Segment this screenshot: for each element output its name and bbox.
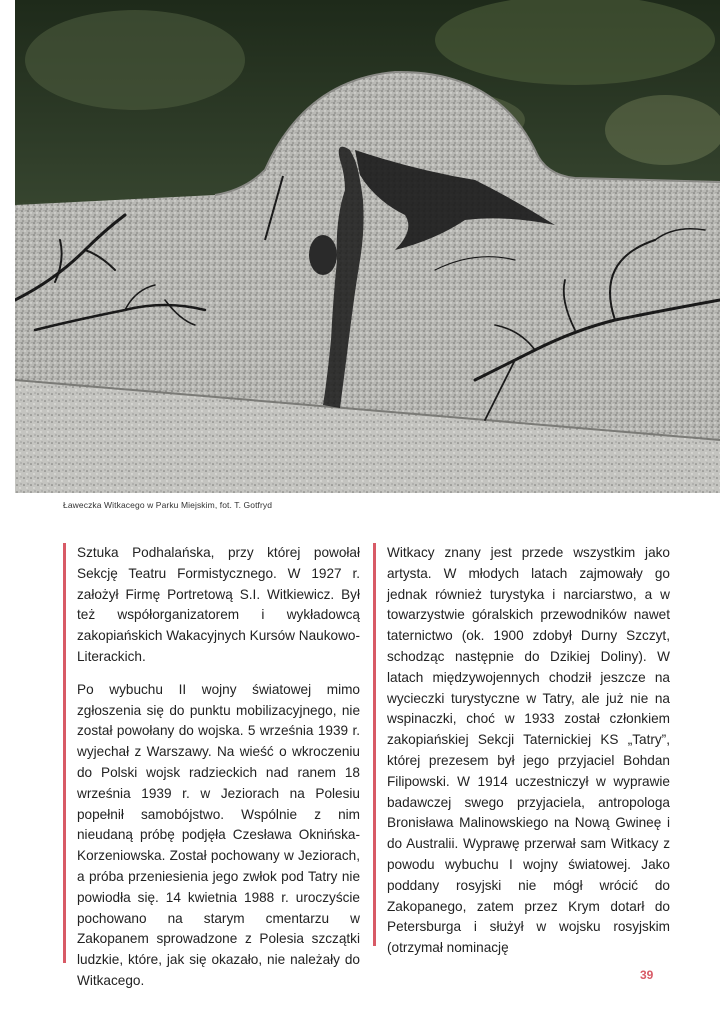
photo-witkacy-bench <box>15 0 720 493</box>
text-column-left <box>63 543 360 988</box>
text-column-right <box>373 543 670 956</box>
page-number: 39 <box>640 968 654 982</box>
photo-caption: Ławeczka Witkacego w Parku Miejskim, fot. T. Gotfryd <box>63 500 273 510</box>
bench-relief-photo-icon <box>15 0 720 493</box>
paragraph: Sztuka Podhalańska, przy której powołał Sekcję Teatru Formistycznego. W 1927 r. założył Firmę Portretową S.I. Witkiewicz. Był też współorganizatorem i wykładowcą zakopiańskich Wakacyjnych Kursów Naukowo-Literackich. <box>77 545 360 664</box>
paragraph: Po wybuchu II wojny światowej mimo zgłoszenia się do punktu mobilizacyjnego, nie został powołany do wojska. 5 września 1939 r. wyjechał z Warszawy. Na wieść o wkroczeniu do Polski wojsk radzieckich nad ranem 18 września 1939 r. w Jeziorach na Polesiu popełnił samobójstwo. Wspólnie z nim nieudaną próbę podjęła Czesława Oknińska-Korzeniowska. Został pochowany w Jeziorach, a próba przeniesienia jego zwłok pod Tatry nie powiodła się. 14 kwietnia 1988 r. uroczyście pochowano na starym cmentarzu w Zakopanem sprowadzone z Polesia szczątki ludzkie, które, jak się okazało, nie należały do Witkacego. <box>77 681 360 988</box>
paragraph: Witkacy znany jest przede wszystkim jako artysta. W młodych latach zajmowały go jednak również turystyka i narciarstwo, a w towarzystwie góralskich przewodników nawet taternictwo (ok. 1900 zdobył Durny Szczyt, schodząc następnie do Dzikiej Doliny). W latach międzywojennych chodził jeszcze na wycieczki turystyczne w Tatry, ale już nie na wspinaczki, choć w 1933 został członkiem zakopiańskiej Sekcji Taternickiej KS „Tatry”, której prezesem był jego przyjaciel Bohdan Filipowski. W 1914 uczestniczył w wyprawie badawczej swego przyjaciela, antropologa Bronisława Malinowskiego na Nową Gwineę i do Australii. Wyprawę przerwał sam Witkacy z powodu wybuchu I wojny światowej. Jako poddany rosyjski nie mógł wrócić do Zakopanego, zatem przez Krym dotarł do Petersburga i służył w wojsku rosyjskim (otrzymał nominację <box>387 545 670 956</box>
